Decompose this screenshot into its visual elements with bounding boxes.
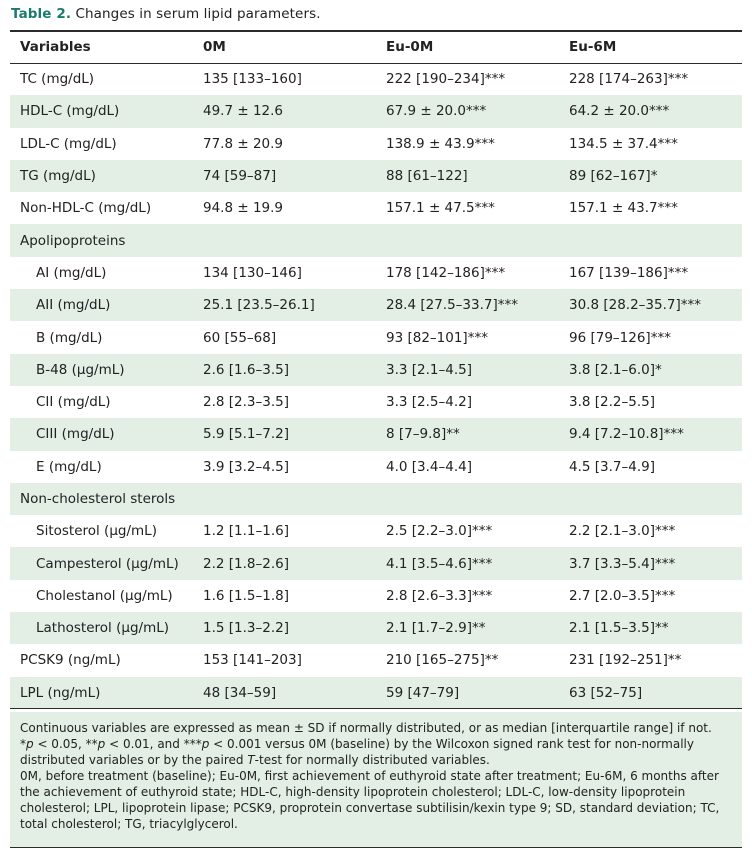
- variable-cell: PCSK9 (ng/mL): [20, 652, 121, 669]
- variable-cell: Cholestanol (μg/mL): [36, 587, 173, 604]
- value-0m-cell: 2.2 [1.8–2.6]: [203, 555, 289, 572]
- table-header: [10, 31, 742, 63]
- variable-cell: B-48 (μg/mL): [36, 361, 125, 378]
- variable-cell: Non-HDL-C (mg/dL): [20, 200, 152, 217]
- table-title: Changes in serum lipid parameters.: [75, 6, 321, 22]
- value-eu-0m-cell: 28.4 [27.5–33.7]***: [386, 297, 519, 314]
- table-row: [10, 95, 742, 127]
- value-eu-6m-cell: 2.1 [1.5–3.5]**: [569, 620, 669, 637]
- value-eu-0m-cell: 2.1 [1.7–2.9]**: [386, 620, 486, 637]
- table-row: [10, 483, 742, 515]
- value-0m-cell: 3.9 [3.2–4.5]: [203, 458, 289, 475]
- variable-cell: LDL-C (mg/dL): [20, 135, 117, 152]
- footnote-format: Continuous variables are expressed as mean ± SD if normally distributed, or as median [interquartile range] if not.: [20, 721, 712, 735]
- table-footnotes: [10, 712, 742, 848]
- variable-cell: CIII (mg/dL): [36, 426, 115, 443]
- value-eu-0m-cell: 2.5 [2.2–3.0]***: [386, 523, 493, 540]
- header-eu-6m: Eu-6M: [569, 39, 617, 56]
- value-eu-0m-cell: 222 [190–234]***: [386, 71, 506, 88]
- table-row: [10, 580, 742, 612]
- value-eu-0m-cell: 67.9 ± 20.0***: [386, 103, 487, 120]
- variable-cell: AII (mg/dL): [36, 297, 111, 314]
- value-eu-6m-cell: 30.8 [28.2–35.7]***: [569, 297, 702, 314]
- value-eu-6m-cell: 96 [79–126]***: [569, 329, 671, 346]
- value-0m-cell: 153 [141–203]: [203, 652, 302, 669]
- value-0m-cell: 1.5 [1.3–2.2]: [203, 620, 289, 637]
- variable-cell: TC (mg/dL): [20, 71, 95, 88]
- value-eu-0m-cell: 157.1 ± 47.5***: [386, 200, 495, 217]
- value-0m-cell: 94.8 ± 19.9: [203, 200, 284, 217]
- variable-cell: LPL (ng/mL): [20, 684, 101, 701]
- value-eu-0m-cell: 210 [165–275]**: [386, 652, 499, 669]
- value-eu-6m-cell: 167 [139–186]***: [569, 264, 689, 281]
- value-eu-0m-cell: [376, 483, 559, 515]
- lipid-table: [10, 30, 742, 709]
- header-eu-0m: Eu-0M: [386, 39, 434, 56]
- table-row: [10, 612, 742, 644]
- variable-cell: CII (mg/dL): [36, 394, 111, 411]
- header-row: [10, 31, 742, 63]
- value-eu-6m-cell: [559, 224, 742, 256]
- value-0m-cell: 49.7 ± 12.6: [203, 103, 284, 120]
- table-body: [10, 63, 742, 709]
- table-row: [10, 192, 742, 224]
- table-row: [10, 321, 742, 353]
- value-eu-6m-cell: 64.2 ± 20.0***: [569, 103, 670, 120]
- value-eu-0m-cell: 93 [82–101]***: [386, 329, 488, 346]
- table-row: [10, 418, 742, 450]
- table-row: [10, 128, 742, 160]
- table-row: [10, 386, 742, 418]
- value-eu-0m-cell: 178 [142–186]***: [386, 264, 506, 281]
- value-eu-6m-cell: [559, 483, 742, 515]
- value-eu-0m-cell: 59 [47–79]: [386, 684, 460, 701]
- footnote-significance: *p < 0.05, **p < 0.01, and ***p < 0.001 versus 0M (baseline) by the Wilcoxon signed rank test for non-normally distributed variables or by the paired T-test for normally distributed variables.: [20, 737, 694, 767]
- value-0m-cell: 48 [34–59]: [203, 684, 277, 701]
- variable-cell: HDL-C (mg/dL): [20, 103, 120, 120]
- variable-cell: Lathosterol (μg/mL): [36, 620, 170, 637]
- value-eu-0m-cell: 4.0 [3.4–4.4]: [386, 458, 472, 475]
- variable-cell: E (mg/dL): [36, 458, 102, 475]
- table-row: [10, 677, 742, 709]
- value-eu-0m-cell: 8 [7–9.8]**: [386, 426, 460, 443]
- value-eu-6m-cell: 157.1 ± 43.7***: [569, 200, 678, 217]
- value-eu-6m-cell: 63 [52–75]: [569, 684, 643, 701]
- value-0m-cell: [193, 224, 376, 256]
- value-0m-cell: 2.8 [2.3–3.5]: [203, 394, 289, 411]
- value-0m-cell: [193, 483, 376, 515]
- value-eu-6m-cell: 89 [62–167]*: [569, 168, 658, 185]
- value-0m-cell: 1.2 [1.1–1.6]: [203, 523, 289, 540]
- table-row: [10, 257, 742, 289]
- table-row: [10, 289, 742, 321]
- value-eu-0m-cell: 3.3 [2.1–4.5]: [386, 361, 472, 378]
- value-0m-cell: 134 [130–146]: [203, 264, 302, 281]
- value-0m-cell: 25.1 [23.5–26.1]: [203, 297, 315, 314]
- table-caption: [11, 6, 321, 22]
- lipid-table-container: [10, 30, 742, 709]
- value-eu-6m-cell: 3.8 [2.2–5.5]: [569, 394, 655, 411]
- variable-cell: Campesterol (μg/mL): [36, 555, 179, 572]
- value-0m-cell: 1.6 [1.5–1.8]: [203, 587, 289, 604]
- table-row: [10, 224, 742, 256]
- variable-cell: Non-cholesterol sterols: [20, 491, 176, 507]
- value-eu-6m-cell: 9.4 [7.2–10.8]***: [569, 426, 684, 443]
- value-eu-6m-cell: 2.2 [2.1–3.0]***: [569, 523, 676, 540]
- value-eu-0m-cell: 2.8 [2.6–3.3]***: [386, 587, 493, 604]
- variable-cell: Sitosterol (μg/mL): [36, 523, 157, 540]
- value-eu-0m-cell: 88 [61–122]: [386, 168, 468, 185]
- table-row: [10, 547, 742, 579]
- variable-cell: TG (mg/dL): [20, 168, 96, 185]
- table-label: Table 2.: [11, 6, 72, 22]
- value-eu-6m-cell: 3.8 [2.1–6.0]*: [569, 361, 662, 378]
- table-row: [10, 160, 742, 192]
- header-0m: 0M: [203, 39, 226, 56]
- value-eu-0m-cell: 4.1 [3.5–4.6]***: [386, 555, 493, 572]
- variable-cell: AI (mg/dL): [36, 264, 107, 281]
- value-0m-cell: 74 [59–87]: [203, 168, 277, 185]
- value-0m-cell: 77.8 ± 20.9: [203, 135, 284, 152]
- table-row: [10, 63, 742, 95]
- value-eu-0m-cell: [376, 224, 559, 256]
- value-eu-6m-cell: 134.5 ± 37.4***: [569, 135, 678, 152]
- variable-cell: B (mg/dL): [36, 329, 103, 346]
- table-row: [10, 451, 742, 483]
- table-row: [10, 354, 742, 386]
- value-0m-cell: 135 [133–160]: [203, 71, 302, 88]
- header-variables: Variables: [20, 39, 91, 56]
- value-eu-6m-cell: 228 [174–263]***: [569, 71, 689, 88]
- value-0m-cell: 2.6 [1.6–3.5]: [203, 361, 289, 378]
- value-eu-6m-cell: 4.5 [3.7–4.9]: [569, 458, 655, 475]
- value-0m-cell: 5.9 [5.1–7.2]: [203, 426, 289, 443]
- table-row: [10, 644, 742, 676]
- value-eu-6m-cell: 3.7 [3.3–5.4]***: [569, 555, 676, 572]
- footnote-abbreviations: 0M, before treatment (baseline); Eu-0M, first achievement of euthyroid state after treatment; Eu-6M, 6 months after the achievement of euthyroid state; HDL-C, high-density lipoprotein cholesterol; LDL-C, low-density lipoprotein cholesterol; LPL, lipoprotein lipase; PCSK9, proprotein convertase subtilisin/kexin type 9; SD, standard deviation; TC, total cholesterol; TG, triacylglycerol.: [20, 769, 720, 831]
- value-eu-0m-cell: 138.9 ± 43.9***: [386, 135, 495, 152]
- value-eu-0m-cell: 3.3 [2.5–4.2]: [386, 394, 472, 411]
- value-0m-cell: 60 [55–68]: [203, 329, 277, 346]
- variable-cell: Apolipoproteins: [20, 232, 126, 249]
- value-eu-6m-cell: 231 [192–251]**: [569, 652, 682, 669]
- table-row: [10, 515, 742, 547]
- value-eu-6m-cell: 2.7 [2.0–3.5]***: [569, 587, 676, 604]
